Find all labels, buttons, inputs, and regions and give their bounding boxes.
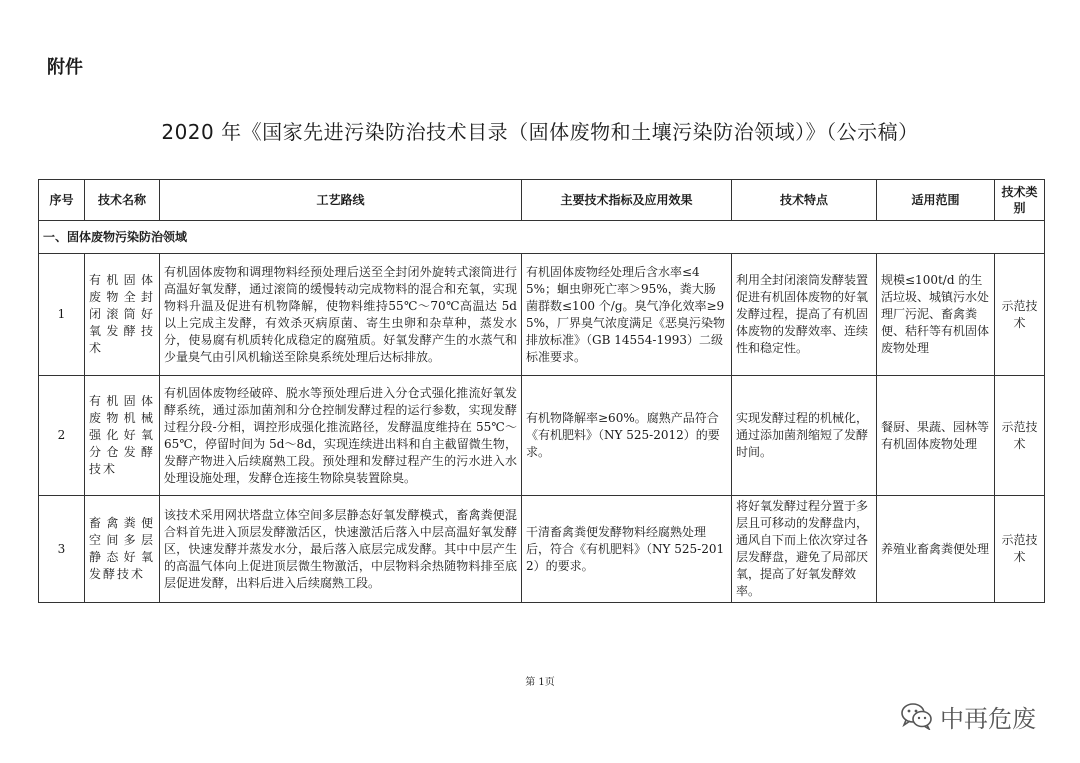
row-features: 利用全封闭滚筒发酵装置促进有机固体废物的好氧发酵过程，提高了有机固体废物的发酵效率、连续性和稳定性。 xyxy=(732,254,877,376)
watermark xyxy=(900,700,1036,732)
row-indicators: 干清畜禽粪便发酵物料经腐熟处理后，符合《有机肥料》（NY 525-2012）的要求。 xyxy=(522,496,732,603)
header-category: 技术类别 xyxy=(995,180,1045,221)
header-process: 工艺路线 xyxy=(160,180,522,221)
row-indicators: 有机固体废物经处理后含水率≤45%；蛔虫卵死亡率＞95%，粪大肠菌群数≤100 个/g。臭气净化效率≥95%，厂界臭气浓度满足《恶臭污染物排放标准》（GB 14554-1993）二级标准要求。 xyxy=(522,254,732,376)
row-scope: 规模≤100t/d 的生活垃圾、城镇污水处理厂污泥、畜禽粪便、秸秆等有机固体废物处理 xyxy=(877,254,995,376)
row-scope: 餐厨、果蔬、园林等有机固体废物处理 xyxy=(877,376,995,496)
row-process: 有机固体废物经破碎、脱水等预处理后进入分仓式强化推流好氧发酵系统，通过添加菌剂和分仓控制发酵过程的运行参数，实现发酵过程分段-分相，调控形成强化推流路径，发酵温度维持在 55℃～65℃，停留时间为 5d～8d，实现连续进出料和自主截留微生物，发酵产物进入后续腐熟工段。预处理和发酵过程产生的污水进入水处理设施处理，发酵仓连接生物除臭装置除臭。 xyxy=(160,376,522,496)
header-indicators: 主要技术指标及应用效果 xyxy=(522,180,732,221)
row-name: 有机固体废物全封闭滚筒好氧发酵技术 xyxy=(85,254,160,376)
table-row xyxy=(39,376,1045,496)
technology-table xyxy=(38,179,1045,603)
table-row xyxy=(39,254,1045,376)
row-category: 示范技术 xyxy=(995,496,1045,603)
header-num: 序号 xyxy=(39,180,85,221)
row-name: 有机固体废物机械强化好氧分仓发酵技术 xyxy=(85,376,160,496)
wechat-icon xyxy=(900,702,934,730)
row-category: 示范技术 xyxy=(995,376,1045,496)
row-features: 实现发酵过程的机械化，通过添加菌剂缩短了发酵时间。 xyxy=(732,376,877,496)
watermark-text: 中再危废 xyxy=(940,704,1036,733)
attachment-label: 附件 xyxy=(47,57,83,78)
row-indicators: 有机物降解率≥60%。腐熟产品符合《有机肥料》（NY 525-2012）的要求。 xyxy=(522,376,732,496)
row-scope: 养殖业畜禽粪便处理 xyxy=(877,496,995,603)
table-header-row xyxy=(39,180,1045,221)
header-name: 技术名称 xyxy=(85,180,160,221)
header-scope: 适用范围 xyxy=(877,180,995,221)
row-num: 2 xyxy=(39,376,85,496)
row-num: 3 xyxy=(39,496,85,603)
section-row xyxy=(39,221,1045,254)
document-title: 2020 年《国家先进污染防治技术目录（固体废物和土壤污染防治领域）》（公示稿） xyxy=(161,120,919,144)
table-row xyxy=(39,496,1045,603)
section-title: 一、固体废物污染防治领域 xyxy=(39,221,1045,254)
row-process: 有机固体废物和调理物料经预处理后送至全封闭外旋转式滚筒进行高温好氧发酵，通过滚筒的缓慢转动完成物料的混合和充氧，实现物料升温及促进有机物降解，使物料维持55℃～70℃高温达 5d 以上完成主发酵，有效杀灭病原菌、寄生虫卵和杂草种，蒸发水分，使易腐有机质转化成稳定的腐殖质。好氧发酵产生的水蒸气和少量臭气由引风机输送至除臭系统处理后达标排放。 xyxy=(160,254,522,376)
row-features: 将好氧发酵过程分置于多层且可移动的发酵盘内，通风自下而上依次穿过各层发酵盘，避免了局部厌氧，提高了好氧发酵效率。 xyxy=(732,496,877,603)
row-category: 示范技术 xyxy=(995,254,1045,376)
row-num: 1 xyxy=(39,254,85,376)
header-features: 技术特点 xyxy=(732,180,877,221)
page-number: 第 1页 xyxy=(525,677,555,688)
row-process: 该技术采用网状塔盘立体空间多层静态好氧发酵模式，畜禽粪便混合料首先进入顶层发酵激活区，快速激活后落入中层高温好氧发酵区，快速发酵并蒸发水分，最后落入底层完成发酵。其中中层产生的高温气体向上促进顶层微生物激活，中层物料余热随物料排至底层促进发酵，出料后进入后续腐熟工段。 xyxy=(160,496,522,603)
row-name: 畜禽粪便空间多层静态好氧发酵技术 xyxy=(85,496,160,603)
